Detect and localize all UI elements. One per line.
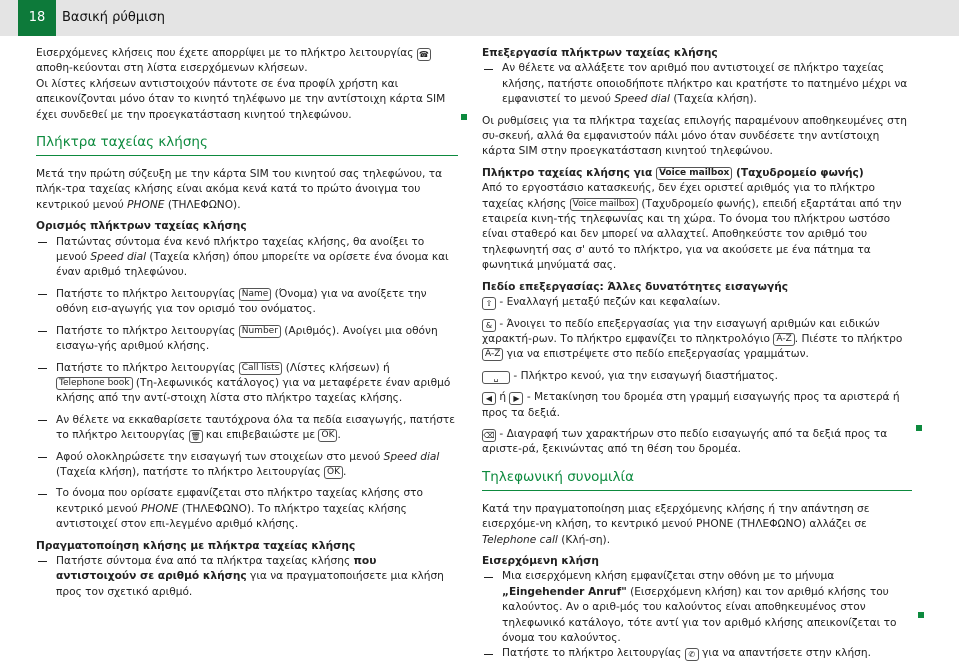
paragraph: Από το εργοστάσιο κατασκευής, δεν έχει οριστεί αριθμός για το πλήκτρο ταχείας κλήσης Voice mailbox (Ταχυδρομείο φωνής), επειδή εξαρτάται από την εταιρεία κινη-τής τηλεφωνίας και τη χώρα. Το όνομα του πλήκτρου ωστόσο είναι σταθερό και δεν μπορεί να αλλαχτεί. Αποθηκεύστε τον αριθμό του τηλεφωνητή σας σ' αυτό το πλήκτρο, για να ακούσετε με ένα πάτημα τα φωνητικά μηνύματά σας. xyxy=(482,182,902,272)
list-item: & - Άνοιγει το πεδίο επεξεργασίας για την εισαγωγή αριθμών και ειδικών χαρακτή-ρων. Το πλήκτρο εμφανίζει το πληκτρολόγιο A-Z . Πιέστε το πλήκτρο A-Z για να επιστρέψετε στο πεδίο επεξεργασίας γραμμάτων. xyxy=(482,317,903,361)
paragraph: Οι λίστες κλήσεων αντιστοιχούν πάντοτε σε ένα προφίλ χρήστη και απεικονίζονται μόνο όταν το κινητό τηλέφωνο με την αντίστοιχη κάρτα SIM έχει συνδεθεί με την προεγκατάσταση κινητού τηλεφώνου. xyxy=(36,77,446,121)
paragraph: Οι ρυθμίσεις για τα πλήκτρα ταχείας επιλογής παραμένουν αποθηκευμένες στη συ-σκευή, αλλά θα εμφανιστούν πάλι μόνο όταν συνδέσετε την αντίστοιχη κάρτα SIM στην προεγκατάσταση κινητού τηλεφώνου. xyxy=(482,114,907,158)
subheading: Πεδίο επεξεργασίας: Άλλες δυνατότητες εισαγωγής xyxy=(482,280,789,293)
continue-marker xyxy=(918,612,924,618)
ok-key: OK xyxy=(324,466,343,479)
page-number: 18 xyxy=(18,0,56,36)
answer-call-icon: ✆ xyxy=(685,648,699,661)
list-item: Πατήστε σύντομα ένα από τα πλήκτρα ταχείας κλήσης που αντιστοιχούν σε αριθμό κλήσης για να πραγματοποιήσετε μια κλήση προς τον σχετικό αριθμό. xyxy=(36,554,458,600)
subheading: Πραγματοποίηση κλήσης με πλήκτρα ταχείας κλήσης xyxy=(36,539,356,552)
left-column xyxy=(36,46,458,600)
list-item: ␣ - Πλήκτρο κενού, για την εισαγωγή διαστήματος. xyxy=(482,369,912,384)
list-item: ⌫ - Διαγραφή των χαρακτήρων στο πεδίο εισαγωγής από τα δεξιά προς τα αριστε-ρά, ξεκινώντας από τη θέση του δρομέα. xyxy=(482,427,888,456)
paragraph: Κατά την πραγματοποίηση μιας εξερχόμενης κλήσης ή την απάντηση σε εισερχόμε-νη κλήση, το κεντρικό μενού PHONE (ΤΗΛΕΦΩΝΟ) αλλάζει σε Telephone call (Κλή-ση). xyxy=(482,502,870,546)
az-key: A-Z xyxy=(482,348,503,361)
page-title: Βασική ρύθμιση xyxy=(62,10,166,25)
section-heading-speed-dial: Πλήκτρα ταχείας κλήσης xyxy=(36,133,458,156)
call-lists-key: Call lists xyxy=(239,362,283,375)
list-item: ⇧ - Εναλλαγή μεταξύ πεζών και κεφαλαίων. xyxy=(482,295,912,310)
list-item: Μια εισερχόμενη κλήση εμφανίζεται στην οθόνη με το μήνυμα „Eingehender Anruf" (Εισερχόμενη κλήση) και τον αριθμό κλήσης του καλούντος. Αν ο αριθ-μός του καλούντος είναι αποθηκευμένος στον τηλεφωνικό κατάλογο, τότε αντί για τον αριθμό κλήσης απεικονίζεται το όνομα του καλούντος. xyxy=(482,569,912,646)
list-item: Πατήστε το πλήκτρο λειτουργίας ✆ για να απαντήσετε στην κλήση. xyxy=(482,646,912,661)
reject-call-icon: ☎ xyxy=(417,48,431,61)
paragraph: Μετά την πρώτη σύζευξη με την κάρτα SIM του κινητού σας τηλεφώνου, τα πλήκ-τρα ταχείας κλήσης είναι ακόμα κενά κατά το πρώτο άνοιγμα του κεντρικού μενού PHONE (ΤΗΛΕΦΩΝΟ). xyxy=(36,168,443,211)
list-item: Πατήστε το πλήκτρο λειτουργίας Name (Όνομα) για να ανοίξετε την οθόνη εισ-αγωγής για τον ορισμό του ονόματος. xyxy=(36,287,458,318)
list-item: Αφού ολοκληρώσετε την εισαγωγή των στοιχείων στο μενού Speed dial (Ταχεία κλήση), πατήστε το πλήκτρο λειτουργίας OK . xyxy=(36,450,458,481)
list-item: Πατώντας σύντομα ένα κενό πλήκτρο ταχείας κλήσης, θα ανοίξει το μενού Speed dial (Ταχεία κλήση) όπου μπορείτε να ορίσετε ένα όνομα και έναν αριθμό τηλεφώνου. xyxy=(36,235,458,281)
shift-icon: ⇧ xyxy=(482,297,496,310)
backspace-icon: ⌫ xyxy=(483,430,495,440)
section-heading-phone-call: Τηλεφωνική συνομιλία xyxy=(482,468,912,491)
list-item: Αν θέλετε να αλλάξετε τον αριθμό που αντιστοιχεί σε πλήκτρο ταχείας κλήσης, πατήστε οποιοδήποτε πλήκτρο και κρατήστε το πατημένο μέχρι να εμφανιστεί το μενού Speed dial (Ταχεία κλήση). xyxy=(482,61,912,107)
cursor-left-icon: ◀ xyxy=(482,392,496,405)
subheading: Εισερχόμενη κλήση xyxy=(482,554,599,567)
subheading: Επεξεργασία πλήκτρων ταχείας κλήσης xyxy=(482,47,718,59)
symbols-icon: & xyxy=(482,319,496,332)
list-item: ◀ ή ▶ - Μετακίνηση του δρομέα στη γραμμή εισαγωγής προς τα αριστερά ή προς τα δεξιά. xyxy=(482,391,900,419)
voice-mailbox-key: Voice mailbox xyxy=(656,167,732,180)
space-icon: ␣ xyxy=(482,371,510,384)
trash-icon: 🗑 xyxy=(190,432,201,442)
name-key: Name xyxy=(239,288,272,301)
subheading: Ορισμός πλήκτρων ταχείας κλήσης xyxy=(36,220,247,233)
voice-mailbox-key: Voice mailbox xyxy=(570,198,638,211)
ok-key: OK xyxy=(318,429,337,442)
section-end-marker xyxy=(461,114,467,120)
number-key: Number xyxy=(239,325,281,338)
az-key: A-Z xyxy=(773,333,794,346)
list-item: Πατήστε το πλήκτρο λειτουργίας Number (Αριθμός). Ανοίγει μια οθόνη εισαγω-γής αριθμού κλήσης. xyxy=(36,324,458,355)
telephone-book-key: Telephone book xyxy=(56,377,133,390)
page-header xyxy=(0,0,959,36)
list-item: Το όνομα που ορίσατε εμφανίζεται στο πλήκτρο ταχείας κλήσης στο κεντρικό μενού PHONE (ΤΗΛΕΦΩΝΟ). Το πλήκτρο ταχείας κλήσης αντιστοιχεί στον επι-λεγμένο αριθμό κλήσης. xyxy=(36,486,458,532)
right-column xyxy=(482,46,912,662)
list-item: Πατήστε το πλήκτρο λειτουργίας Call lists (Λίστες κλήσεων) ή Telephone book (Τη-λεφωνικός κατάλογος) για να μεταφέρετε έναν αριθμό κλήσης από την αντί-στοιχη λίστα στο πλήκτρο ταχείας κλήσης. xyxy=(36,361,458,407)
list-item: Αν θέλετε να εκκαθαρίσετε ταυτόχρονα όλα τα πεδία εισαγωγής, πατήστε το πλήκτρο λειτουργίας 🗑 και επιβεβαιώστε με OK . xyxy=(36,413,458,444)
cursor-right-icon: ▶ xyxy=(509,392,523,405)
subheading: Πλήκτρο ταχείας κλήσης για Voice mailbox (Ταχυδρομείο φωνής) xyxy=(482,166,864,179)
section-end-marker xyxy=(916,425,922,431)
paragraph: Εισερχόμενες κλήσεις που έχετε απορρίψει με το πλήκτρο λειτουργίας ☎ αποθη-κεύονται στη λίστα εισερχόμενων κλήσεων. xyxy=(36,46,458,77)
